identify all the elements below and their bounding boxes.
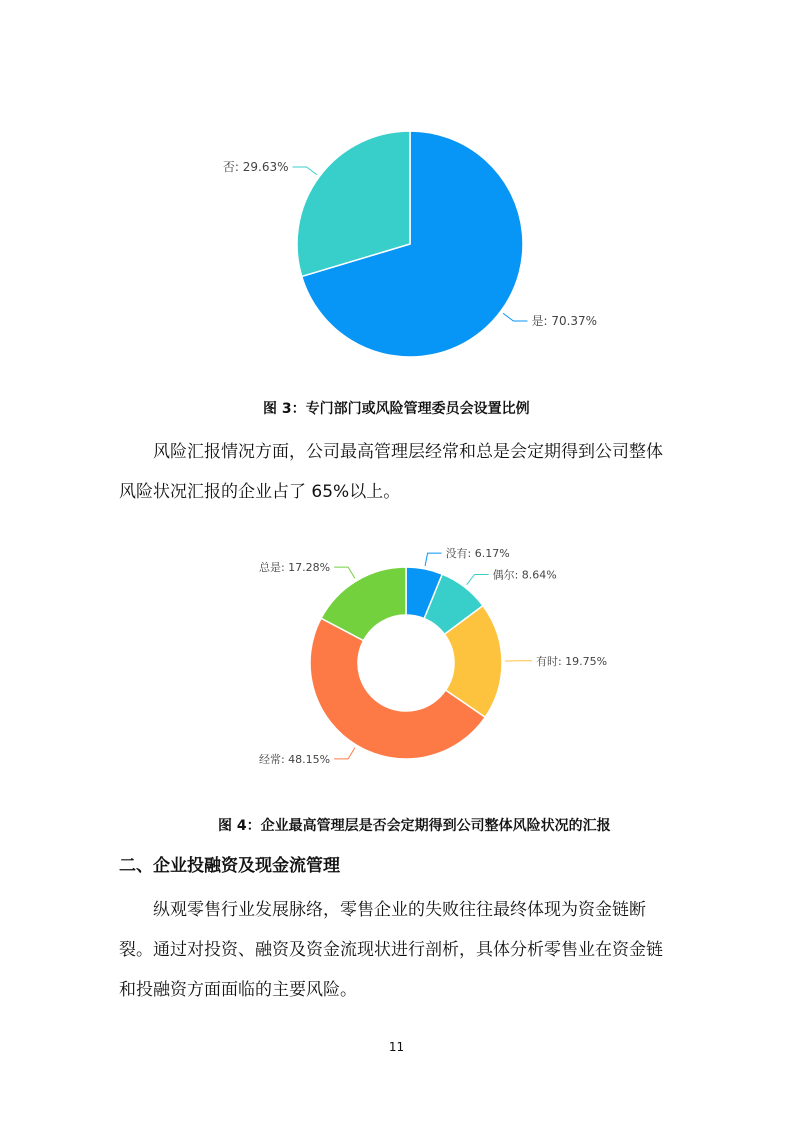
section-heading: 二、企业投融资及现金流管理	[119, 856, 340, 876]
pie-chart-committee	[0, 120, 793, 370]
donut-chart-reporting	[0, 525, 793, 785]
leader-line	[503, 313, 527, 321]
leader-line	[467, 574, 489, 584]
leader-line	[425, 553, 442, 566]
slice-label: 总是: 17.28%	[258, 561, 331, 575]
figure-4-caption: 图 4：企业最高管理层是否会定期得到公司整体风险状况的汇报	[218, 818, 611, 834]
slice-label: 是: 70.37%	[531, 314, 598, 329]
slice-label: 有时: 19.75%	[535, 654, 608, 668]
paragraph-risk-reporting: 风险汇报情况方面，公司最高管理层经常和总是会定期得到公司整体风险状况汇报的企业占了 65%以上。	[119, 442, 663, 502]
leader-line	[334, 567, 355, 578]
slice-label: 否: 29.63%	[222, 159, 289, 174]
leader-line	[293, 167, 317, 175]
page-number: 11	[388, 1040, 405, 1054]
slice-label: 经常: 48.15%	[258, 752, 331, 766]
figure-3-caption: 图 3：专门部门或风险管理委员会设置比例	[263, 401, 530, 417]
slice-label: 偶尔: 8.64%	[492, 568, 557, 582]
paragraph-investment: 纵观零售行业发展脉络，零售企业的失败往往最终体现为资金链断裂。通过对投资、融资及资金流现状进行剖析，具体分析零售业在资金链和投融资方面面临的主要风险。	[119, 900, 663, 1000]
slice-label: 没有: 6.17%	[445, 547, 510, 561]
leader-line	[334, 748, 355, 759]
